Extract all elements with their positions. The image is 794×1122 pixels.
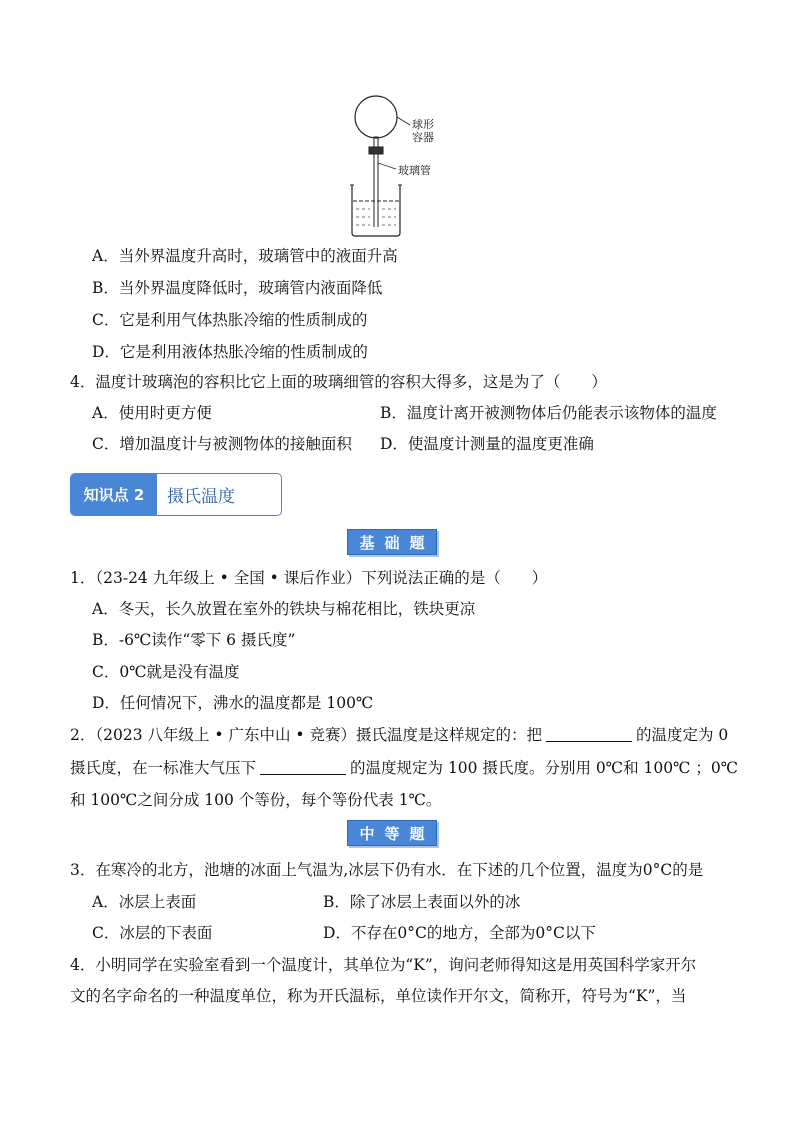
q4-option-c: C．增加温度计与被测物体的接触面积 <box>92 435 352 453</box>
basic-q2-text-3: 摄氏度，在一标准大气压下 <box>70 759 257 777</box>
medium-q4-line1: 4．小明同学在实验室看到一个温度计，其单位为“K”，询问老师得知这是用英国科学家开尔 <box>70 956 697 974</box>
basic-level-badge: 基础题 <box>347 529 437 555</box>
knowledge-point-header <box>70 473 282 516</box>
q4-option-d: D．使温度计测量的温度更准确 <box>380 435 594 453</box>
basic-q1-option-d: D．任何情况下，沸水的温度都是 100℃ <box>92 694 374 712</box>
medium-q3-option-a: A．冰层上表面 <box>92 893 197 911</box>
basic-q1-option-b: B．-6℃读作“零下 6 摄氏度” <box>92 631 296 649</box>
basic-q2-text-2: 的温度定为 0 <box>635 726 729 744</box>
figure-label-tube: 玻璃管 <box>398 164 431 177</box>
medium-q3-stem: 3．在寒冷的北方，池塘的冰面上气温为,冰层下仍有水．在下述的几个位置，温度为0°C的是 <box>70 861 704 879</box>
q3-option-c: C．它是利用气体热胀冷缩的性质制成的 <box>92 311 368 329</box>
knowledge-point-title: 摄氏温度 <box>167 487 235 507</box>
basic-q2-text-4: 的温度规定为 100 摄氏度。分别用 0℃和 100℃ ；0℃ <box>350 759 739 777</box>
basic-q1-option-c: C．0℃就是没有温度 <box>92 663 240 681</box>
q4-option-b: B．温度计离开被测物体后仍能表示该物体的温度 <box>380 404 717 422</box>
medium-level-badge: 中等题 <box>347 820 437 846</box>
blank-2[interactable] <box>260 758 346 775</box>
medium-q3-option-c: C．冰层的下表面 <box>92 924 213 942</box>
blank-1[interactable] <box>546 725 632 742</box>
q4-option-a: A．使用时更方便 <box>92 404 212 422</box>
medium-q4-line2: 文的名字命名的一种温度单位，称为开氏温标，单位读作开尔文，简称开，符号为“K”，当 <box>70 987 687 1005</box>
apparatus-drawing <box>340 93 450 243</box>
knowledge-point-tag: 知识点 2 <box>71 474 157 515</box>
q4-stem: 4．温度计玻璃泡的容积比它上面的玻璃细管的容积大得多，这是为了（ ） <box>70 373 607 391</box>
figure-label-container-2: 容器 <box>412 131 434 144</box>
q3-option-b: B．当外界温度降低时，玻璃管内液面降低 <box>92 279 383 297</box>
q3-option-a: A．当外界温度升高时，玻璃管中的液面升高 <box>92 247 398 265</box>
thermometer-apparatus-figure <box>340 93 450 243</box>
basic-q2-line1 <box>70 724 728 746</box>
basic-q1-stem: 1．（23-24 九年级上 • 全国 • 课后作业）下列说法正确的是（ ） <box>70 569 548 587</box>
q3-option-d: D．它是利用液体热胀冷缩的性质制成的 <box>92 343 368 361</box>
basic-q2-line3: 和 100℃之间分成 100 个等份，每个等份代表 1℃。 <box>70 791 442 809</box>
basic-q1-option-a: A．冬天，长久放置在室外的铁块与棉花相比，铁块更凉 <box>92 600 476 618</box>
basic-q2-text-1: 2．（2023 八年级上 • 广东中山 • 竞赛）摄氏温度是这样规定的：把 <box>70 726 542 744</box>
figure-label-container: 球形 <box>412 118 434 131</box>
basic-q2-line2 <box>70 757 738 779</box>
medium-q3-option-b: B．除了冰层上表面以外的冰 <box>323 893 521 911</box>
medium-q3-option-d: D．不存在0°C的地方，全部为0°C以下 <box>323 924 596 942</box>
